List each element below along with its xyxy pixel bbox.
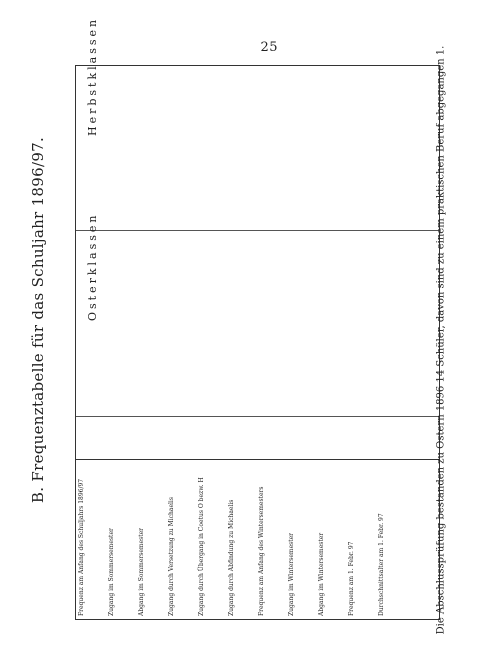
osterklassen-band — [76, 402, 439, 417]
row-label: Frequenz am 1. Febr. 97 — [348, 541, 355, 616]
row-label: Frequenz am Anfang des Wintersemesters — [258, 486, 265, 616]
row-label: Zugang durch Abfindung zu Michaelis — [228, 499, 235, 616]
row-label: Abgang im Wintersemester — [318, 532, 325, 616]
osterklassen-label: Osterklassen — [86, 212, 99, 321]
page-title: B. Frequenztabelle für das Schuljahr 1896/97. — [29, 136, 47, 504]
herbstklassen-band — [76, 216, 439, 231]
row-label: Zugang durch Übergang in Coetus O bezw. H — [198, 477, 205, 616]
footnote: Die Abschlussprüfung bestanden zu Ostern 1896 14 Schüler, davon sind zu einem praktischen Beruf abgegangen 1. — [435, 45, 447, 635]
row-labels — [75, 459, 440, 620]
herbstklassen-label: Herbstklassen — [86, 16, 99, 136]
row-label: Frequenz am Anfang des Schuljahrs 1896/97 — [78, 478, 85, 616]
row-label: Zugang im Sommersemester — [108, 528, 115, 616]
row-label: Zugang durch Versetzung zu Michaelis — [168, 497, 175, 616]
row-label: Abgang im Sommersemester — [138, 527, 145, 616]
row-label: Zugang im Wintersemester — [288, 532, 295, 616]
page-number: 25 — [260, 40, 278, 55]
row-label: Durchschnittsalter am 1. Febr. 97 — [378, 513, 385, 616]
